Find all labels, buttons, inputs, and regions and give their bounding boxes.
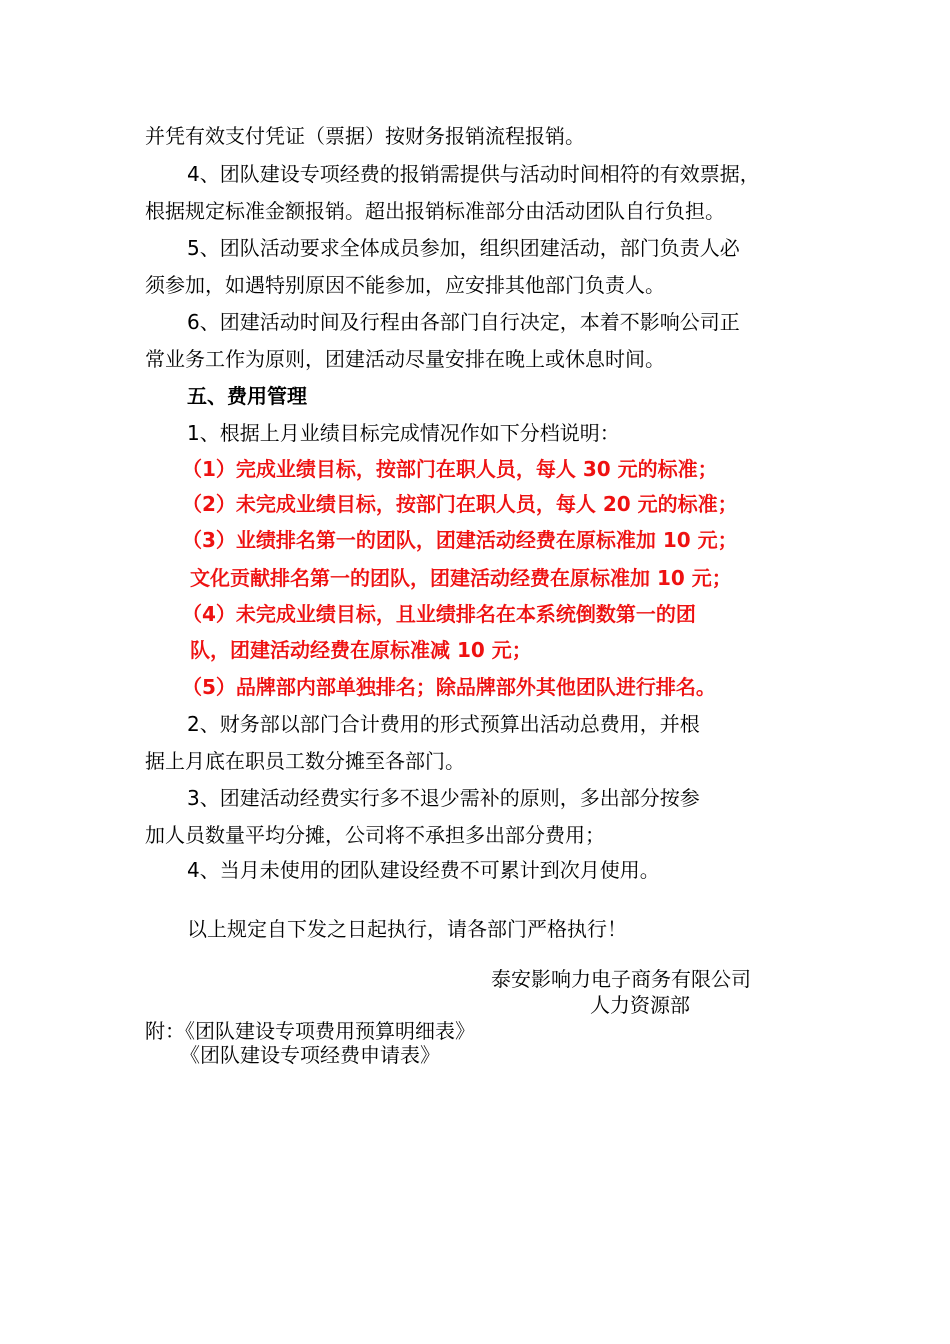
department-name: 人力资源部 <box>590 993 690 1017</box>
body-line-6: 6、团建活动时间及行程由各部门自行决定，本着不影响公司正 <box>187 310 740 334</box>
item-2-line-1: 2、财务部以部门合计费用的形式预算出活动总费用，并根 <box>187 712 700 736</box>
item-3-line-2: 加人员数量平均分摊，公司将不承担多出部分费用； <box>145 823 605 847</box>
item-1-intro: 1、根据上月业绩目标完成情况作如下分档说明： <box>187 421 620 445</box>
tier-line-2: （2）未完成业绩目标，按部门在职人员，每人 20 元的标准； <box>182 492 738 516</box>
body-line-5: 须参加，如遇特别原因不能参加，应安排其他部门负责人。 <box>145 273 665 297</box>
item-2-line-2: 据上月底在职员工数分摊至各部门。 <box>145 749 465 773</box>
attachment-line-2: 《团队建设专项经费申请表》 <box>180 1043 440 1067</box>
tier-line-3: （3）业绩排名第一的团队，团建活动经费在原标准加 10 元； <box>182 528 738 552</box>
tier-line-1: （1）完成业绩目标，按部门在职人员，每人 30 元的标准； <box>182 457 718 481</box>
body-line-4: 5、团队活动要求全体成员参加，组织团建活动，部门负责人必 <box>187 236 740 260</box>
company-name: 泰安影响力电子商务有限公司 <box>491 967 751 991</box>
tier-line-7: （5）品牌部内部单独排名；除品牌部外其他团队进行排名。 <box>182 675 716 699</box>
body-line-7: 常业务工作为原则，团建活动尽量安排在晚上或休息时间。 <box>145 347 665 371</box>
section-heading: 五、费用管理 <box>187 384 307 408</box>
body-line-3: 根据规定标准金额报销。超出报销标准部分由活动团队自行负担。 <box>145 199 725 223</box>
tier-line-4: 文化贡献排名第一的团队，团建活动经费在原标准加 10 元； <box>190 566 732 590</box>
item-3-line-1: 3、团建活动经费实行多不退少需补的原则，多出部分按参 <box>187 786 700 810</box>
tier-line-6: 队，团建活动经费在原标准减 10 元； <box>190 638 532 662</box>
tier-line-5: （4）未完成业绩目标，且业绩排名在本系统倒数第一的团 <box>182 602 696 626</box>
body-line-2: 4、团队建设专项经费的报销需提供与活动时间相符的有效票据， <box>187 162 760 186</box>
item-4-line: 4、当月未使用的团队建设经费不可累计到次月使用。 <box>187 858 660 882</box>
closing-statement: 以上规定自下发之日起执行，请各部门严格执行！ <box>187 917 627 941</box>
attachment-line-1: 附：《团队建设专项费用预算明细表》 <box>145 1019 475 1043</box>
body-line-1: 并凭有效支付凭证（票据）按财务报销流程报销。 <box>145 124 585 148</box>
